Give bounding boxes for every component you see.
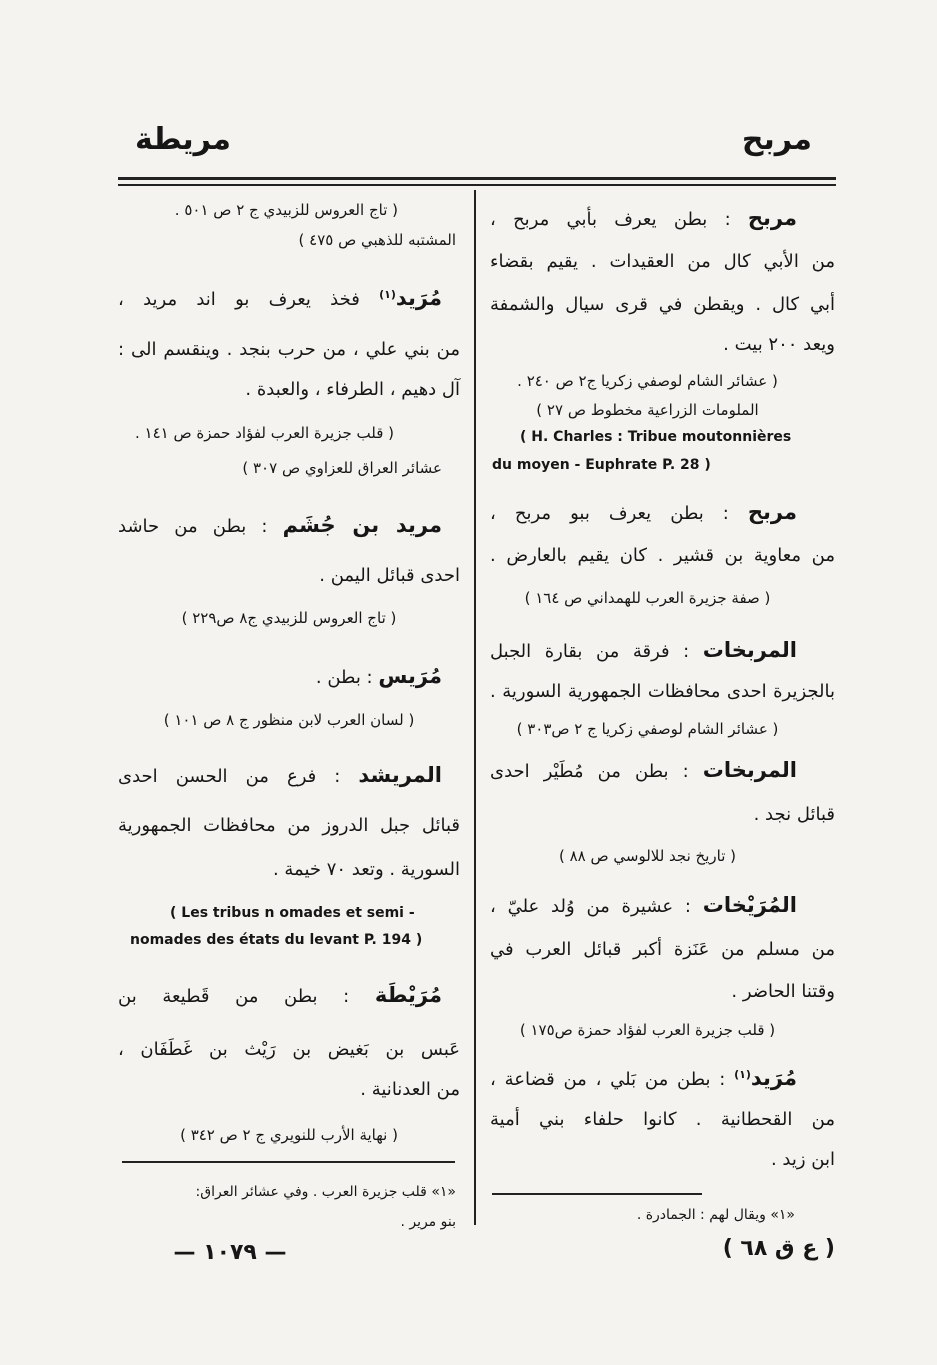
entry-line: آل دهيم ، الطرفاء ، والعبدة .: [245, 379, 460, 400]
entry-line: أبي كال . ويقطن في قرى سيال والشمفة: [490, 294, 835, 315]
entry-text: : بطن من قَطيعة بن: [118, 986, 350, 1007]
entry-first-line: [118, 661, 460, 693]
entry-headword: المريشد: [358, 763, 442, 787]
signature-mark: ( ٦٨ ق ع ): [722, 1236, 835, 1261]
entry-text: : بطن .: [315, 667, 373, 688]
latin-citation: nomades des états du levant P. 194 ): [130, 932, 423, 948]
entry-line: من مسلم من عَنَزة أكبر قبائل العرب في: [490, 939, 835, 960]
entry-line: السورية . وتعد ٧٠ خيمة .: [272, 859, 460, 880]
entry-line: احدى قبائل اليمن .: [319, 565, 460, 586]
entry-line: من الأبي كال من العقيدات . يقيم بقضاء: [490, 251, 835, 272]
entry-text: : بطن من حاشد: [118, 516, 268, 537]
entry-line: من معاوية بن قشير . كان يقيم بالعارض .: [490, 545, 835, 566]
entry-line: بالجزيرة احدى محافظات الجمهورية السورية .: [490, 681, 835, 702]
entry-line: قبائل نجد .: [753, 804, 835, 825]
entry-text: : بطن من مُطَيْر احدى: [490, 761, 689, 782]
header-rule-thin: [118, 184, 836, 186]
entry-first-line: [118, 760, 460, 792]
entry-headword: مُرَيد: [750, 1066, 797, 1090]
source-citation: ( نهاية الأرب للنويري ج ٢ ص ٣٤٢ ): [180, 1126, 398, 1144]
running-head-left: مريطة: [135, 122, 231, 157]
entry-text: : فرع من الحسن احدى: [118, 766, 341, 787]
entry-first-line: [490, 203, 835, 235]
entry-headword: مُرَيْطَة: [374, 983, 442, 1007]
footnote-marker: (١): [734, 1068, 751, 1081]
column-divider: [474, 190, 476, 1225]
entry-first-line: [118, 280, 460, 315]
header-rule-thick: [118, 177, 836, 180]
footnote-rule: [492, 1193, 702, 1195]
source-citation: الملومات الزراعية مخطوط ص ٢٧ ): [536, 401, 759, 419]
source-citation: ( تاريخ نجد للالوسي ص ٨٨ ): [558, 847, 737, 865]
footnote: «١» ويقال لهم : الجمادرة .: [636, 1207, 795, 1223]
entry-line: من بني علي ، من حرب بنجد . وينقسم الى :: [118, 339, 460, 360]
source-citation: ( قلب جزيرة العرب لفؤاد حمزة ص ١٤١ .: [134, 424, 394, 442]
entry-text: فخذ يعرف بو اند مريد ،: [118, 289, 360, 310]
entry-line: من القحطانية . كانوا حلفاء بني أمية: [490, 1109, 835, 1130]
entry-text: : عشيرة من وُلد عليّ ،: [490, 896, 691, 917]
footnote: بنو مرير .: [400, 1214, 456, 1230]
entry-text: : بطن من بَلي ، من قضاعة ،: [490, 1069, 726, 1090]
entry-headword: المربخات: [702, 758, 797, 782]
entry-headword: المُرَيْخات: [702, 893, 797, 917]
entry-first-line: [490, 890, 835, 922]
entry-headword: مريد بن جُشَم: [282, 513, 442, 537]
source-citation: ( قلب جزيرة العرب لفؤاد حمزة ص١٧٥ ): [519, 1021, 776, 1039]
latin-citation: ( Les tribus n omades et semi -: [170, 905, 415, 921]
entry-text: : فرقة من بقارة الجبل: [490, 641, 690, 662]
footnote-rule: [122, 1161, 455, 1163]
entry-first-line: [490, 755, 835, 787]
entry-headword: مربح: [747, 206, 797, 230]
entry-first-line: [490, 1060, 835, 1095]
entry-headword: مُرَيس: [378, 664, 442, 688]
entry-line: ابن زيد .: [770, 1149, 835, 1170]
source-citation: ( لسان العرب لابن منظور ج ٨ ص ١٠١ ): [163, 711, 415, 729]
running-head-right: مربح: [741, 122, 812, 157]
entry-headword: مربح: [747, 500, 797, 524]
source-citation: ( تاج العروس للزبيدي ج٨ ص٢٢٩ ): [181, 609, 397, 627]
entry-first-line: [118, 510, 460, 542]
entry-line: وقتنا الحاضر .: [731, 981, 835, 1002]
source-citation: عشائر العراق للعزاوي ص ٣٠٧ ): [242, 459, 442, 477]
source-citation: ( صفة جزيرة العرب للهمداني ص ١٦٤ ): [524, 589, 771, 607]
source-citation: ( عشائر الشام لوصفي زكريا ج ٢ ص٣٠٣ ): [516, 720, 779, 738]
source-citation: المشتبه للذهبي ص ٤٧٥ ): [298, 231, 456, 249]
source-citation: ( عشائر الشام لوصفي زكريا ج٢ ص ٢٤٠ .: [517, 372, 778, 390]
source-citation: ( تاج العروس للزبيدي ج ٢ ص ٥٠١ .: [174, 201, 398, 219]
entry-first-line: [490, 635, 835, 667]
entry-first-line: [490, 497, 835, 529]
entry-line: عَبس بن بَغيض بن رَيْث بن غَطَفَان ،: [118, 1039, 460, 1060]
entry-line: قبائل جبل الدروز من محافظات الجمهورية: [118, 815, 460, 836]
entry-headword: مُرَيد: [395, 286, 442, 310]
footnote-marker: (١): [379, 288, 396, 301]
entry-first-line: [118, 980, 460, 1012]
page-number: — ١٠٧٩ —: [173, 1240, 287, 1265]
footnote: «١» قلب جزيرة العرب . وفي عشائر العراق:: [195, 1184, 456, 1200]
entry-text: : بطن يعرف ببو مربح ،: [490, 503, 729, 524]
latin-citation: du moyen - Euphrate P. 28 ): [492, 457, 711, 473]
entry-line: ويعد ٢٠٠ بيت .: [723, 334, 835, 355]
entry-headword: المربخات: [702, 638, 797, 662]
entry-text: : بطن يعرف بأبي مربح ،: [490, 209, 731, 230]
latin-citation: ( H. Charles : Tribue moutonnières: [520, 429, 792, 445]
entry-line: من العدنانية .: [360, 1079, 460, 1100]
